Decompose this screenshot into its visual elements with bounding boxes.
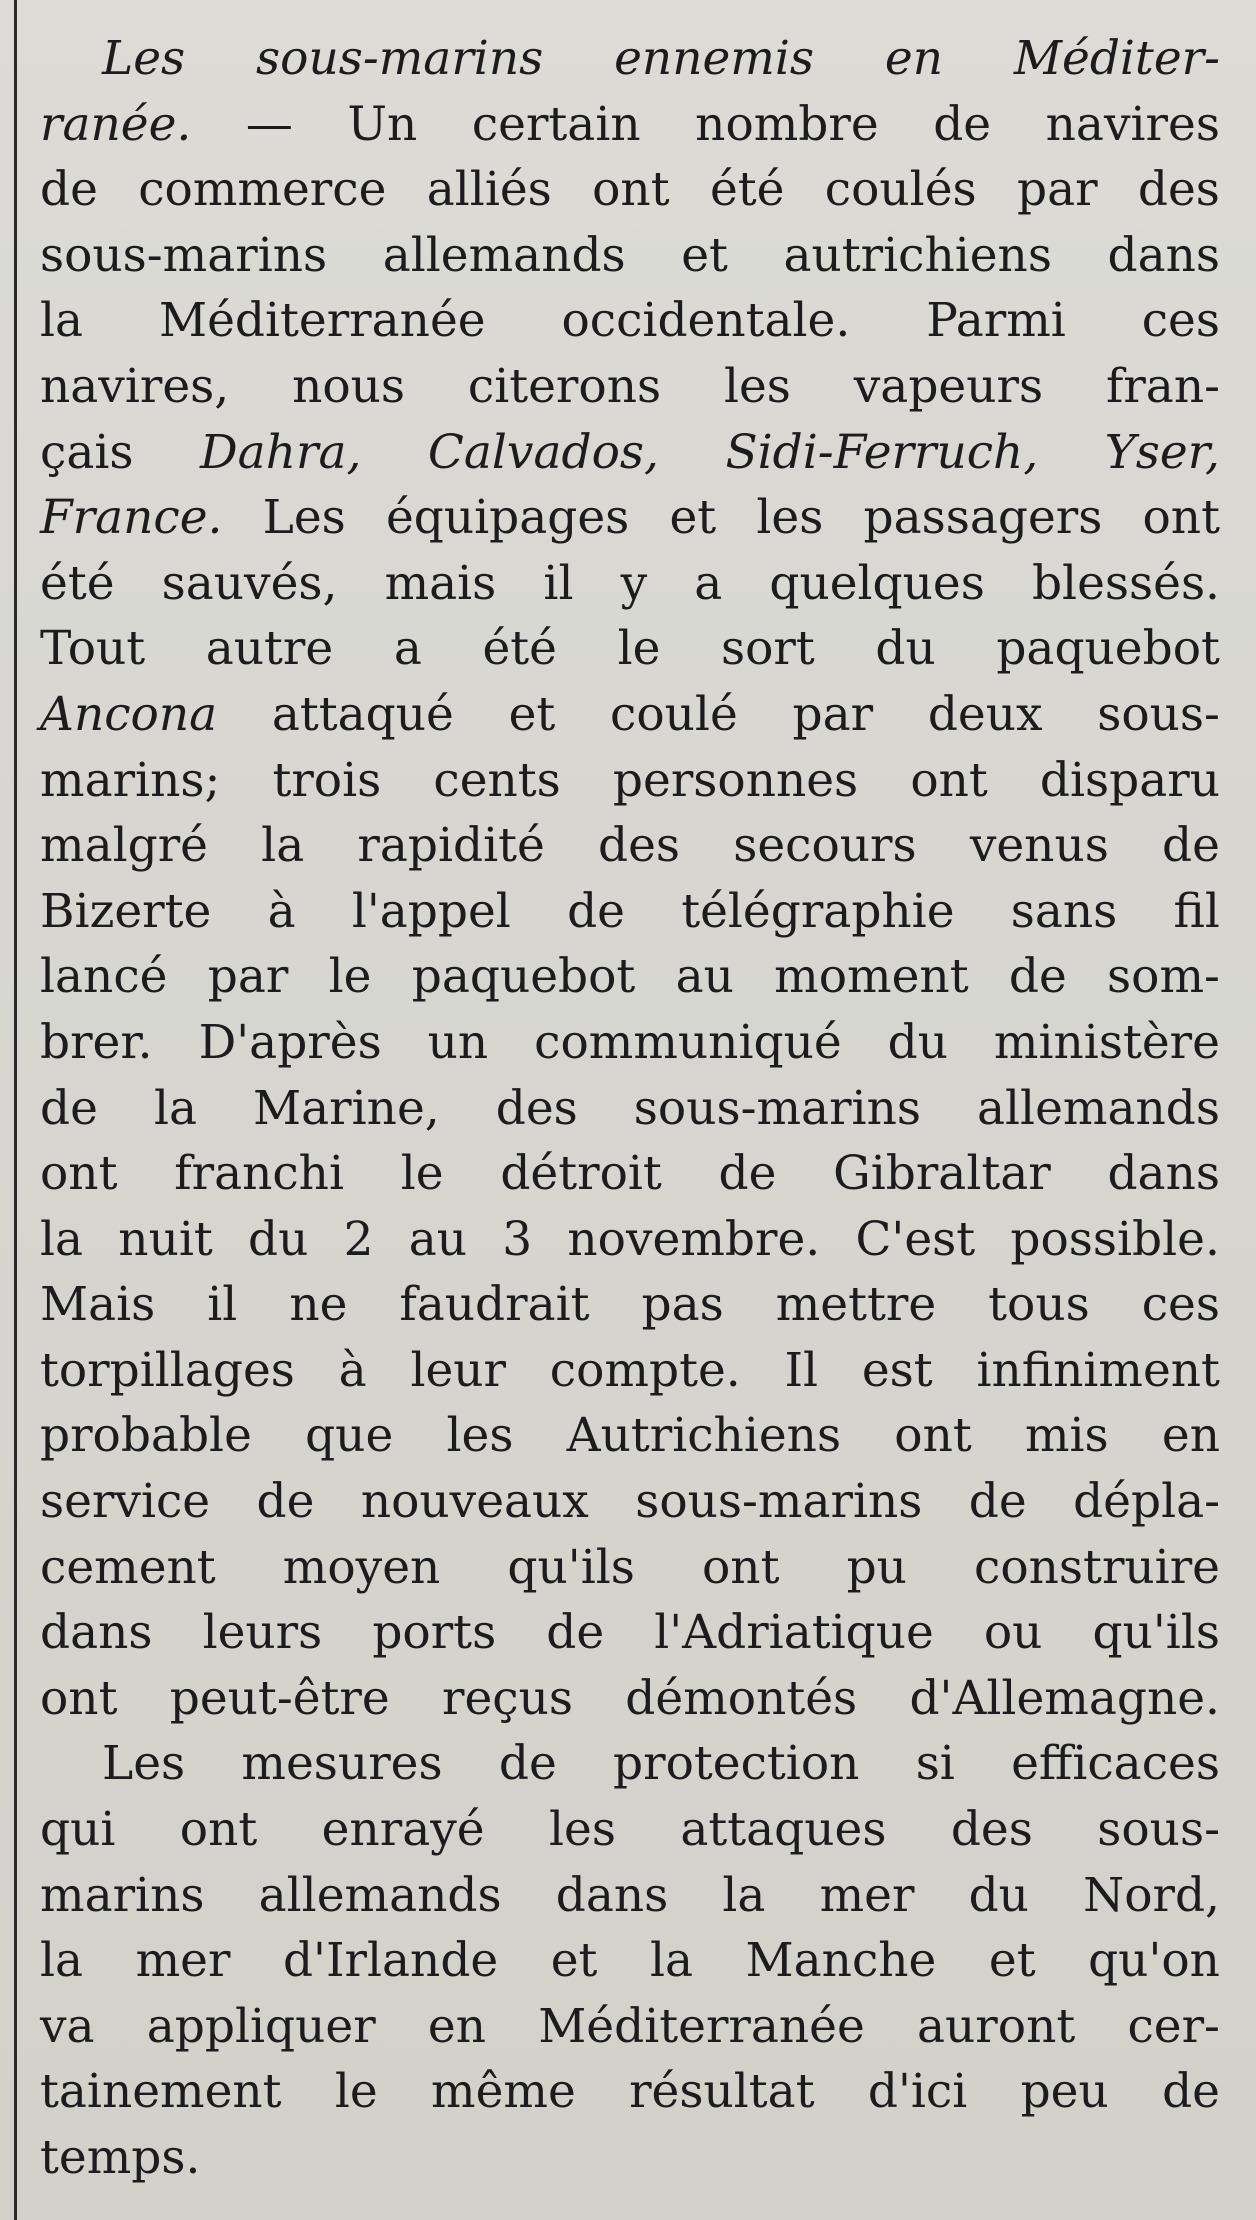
article-line [40, 1272, 1220, 1338]
article-word: des [950, 1802, 1033, 1858]
article-word: de [718, 1146, 777, 1202]
article-word: détroit [500, 1146, 662, 1202]
article-word: a [393, 621, 422, 677]
article-word: les [723, 358, 791, 414]
article-word: allemands [258, 1867, 502, 1923]
article-word: de [567, 883, 625, 939]
article-line [40, 354, 1220, 420]
article-word: des [1137, 162, 1220, 218]
article-word: pu [846, 1539, 907, 1595]
article-word: de [1008, 949, 1067, 1005]
article-line [40, 485, 1220, 551]
article-word: ne [289, 1277, 348, 1333]
article-line [40, 157, 1220, 223]
article-word: fil [1173, 883, 1220, 939]
article-word: que [305, 1408, 394, 1464]
article-line [40, 1600, 1220, 1666]
article-column [40, 26, 1220, 2191]
article-word: la [40, 1211, 84, 1267]
article-word: dans [1107, 1146, 1220, 1202]
article-word: l'appel [351, 883, 511, 939]
article-word: ranée. [40, 96, 192, 152]
article-word: télégraphie [681, 883, 955, 939]
article-word: de [40, 1080, 98, 1136]
article-word: la [649, 1933, 694, 1989]
article-word: service [40, 1474, 211, 1530]
article-word: navires [1045, 96, 1220, 152]
article-word: lancé [40, 949, 168, 1005]
article-word: sous-marins [633, 1080, 921, 1136]
article-word: et [550, 1933, 598, 1989]
article-word: qu'on [1088, 1933, 1220, 1989]
article-word: il [207, 1277, 238, 1333]
article-word: faudrait [399, 1277, 590, 1333]
article-word: dans [40, 1605, 153, 1661]
article-word: par [207, 949, 289, 1005]
article-word: Mais [40, 1277, 156, 1333]
article-word: tous [988, 1277, 1090, 1333]
article-word: si [915, 1736, 955, 1792]
article-word: la [261, 818, 305, 874]
article-word: auront [917, 1998, 1076, 2054]
article-line [40, 1338, 1220, 1404]
article-word: dans [555, 1867, 669, 1923]
article-word: malgré [40, 818, 208, 874]
article-word: Calvados, [427, 424, 659, 480]
article-line [40, 92, 1220, 158]
article-word: le [334, 2064, 378, 2120]
article-word: va [40, 1998, 95, 2054]
article-word: 3 [502, 1211, 533, 1267]
article-word: de [40, 162, 98, 218]
article-word: ont [40, 1670, 118, 1726]
article-word: par [792, 686, 874, 742]
article-word: sous- [1097, 686, 1220, 742]
article-word: les [756, 490, 824, 546]
article-word: même [431, 2064, 576, 2120]
article-word: paquebot [996, 621, 1220, 677]
article-word: démontés [625, 1670, 858, 1726]
article-word: quelques [769, 555, 985, 611]
article-line [40, 813, 1220, 879]
article-line [40, 1863, 1220, 1929]
article-word: d'Irlande [282, 1933, 499, 1989]
article-line [40, 1076, 1220, 1142]
article-line [40, 1141, 1220, 1207]
article-word: possible. [1010, 1211, 1220, 1267]
article-word: mettre [775, 1277, 937, 1333]
article-line [40, 551, 1220, 617]
article-word: sous-marins [40, 227, 328, 283]
article-word: le [328, 949, 372, 1005]
article-word: ont [179, 1802, 258, 1858]
article-word: navires, [40, 358, 230, 414]
article-word: de [256, 1474, 315, 1530]
article-word: a [694, 555, 723, 611]
article-word: D'après [198, 1014, 382, 1070]
article-word: coulé [610, 686, 738, 742]
article-word: construire [974, 1539, 1220, 1595]
article-line [40, 2125, 1220, 2191]
article-word: Méditerranée [538, 1998, 865, 2054]
article-line [40, 1207, 1220, 1273]
article-word: personnes [612, 752, 859, 808]
article-line [40, 1928, 1220, 1994]
article-word: temps. [40, 2130, 201, 2185]
article-line [40, 1797, 1220, 1863]
article-word: de [968, 1474, 1027, 1530]
article-word: probable [40, 1408, 252, 1464]
article-word: ont [894, 1408, 972, 1464]
article-word: été [709, 162, 785, 218]
article-word: sous- [1097, 1802, 1220, 1858]
article-word: cents [433, 752, 561, 808]
article-word: citerons [467, 358, 662, 414]
article-word: 2 [343, 1211, 374, 1267]
article-word: brer. [40, 1014, 153, 1070]
article-word: Autrichiens [566, 1408, 842, 1464]
article-word: de [546, 1605, 605, 1661]
article-word: Gibraltar [833, 1146, 1051, 1202]
article-word: trois [272, 752, 382, 808]
article-word: de [1162, 2064, 1220, 2120]
article-word: ont [910, 752, 988, 808]
article-word: cer- [1127, 1998, 1220, 2054]
article-line [40, 616, 1220, 682]
article-word: est [861, 1342, 933, 1398]
article-word: attaques [680, 1802, 887, 1858]
article-title-word: en [884, 31, 943, 86]
article-word: qui [40, 1802, 116, 1858]
article-line [40, 748, 1220, 814]
article-word: de [933, 96, 992, 152]
article-word: deux [927, 686, 1043, 742]
article-word: marins [40, 1867, 205, 1923]
article-word: venus [969, 818, 1109, 874]
article-line [40, 2059, 1220, 2125]
article-word: peu [1020, 2064, 1109, 2120]
article-word: ont [1142, 490, 1220, 546]
article-word: nouveaux [360, 1474, 589, 1530]
article-word: en [427, 1998, 486, 2054]
article-word: équipages [385, 490, 630, 546]
article-line [40, 1731, 1220, 1797]
article-word: et [669, 490, 717, 546]
article-line [40, 1666, 1220, 1732]
article-word: et [988, 1933, 1036, 1989]
article-word: Il [784, 1342, 819, 1398]
article-word: novembre. [567, 1211, 821, 1267]
article-word: nuit [118, 1211, 213, 1267]
article-line [40, 1535, 1220, 1601]
article-title-word: Méditer- [1013, 31, 1220, 86]
article-word: torpillages [40, 1342, 295, 1398]
column-rule [14, 0, 17, 2220]
article-word: en [1161, 1408, 1220, 1464]
article-title-word: sous-marins [256, 31, 544, 86]
article-word: som- [1107, 949, 1220, 1005]
article-line [40, 1994, 1220, 2060]
article-word: au [408, 1211, 468, 1267]
article-word: dans [1107, 227, 1220, 283]
article-word: sort [721, 621, 815, 677]
article-word: Ancona [40, 686, 218, 742]
article-word: sans [1010, 883, 1118, 939]
article-word: à [267, 883, 296, 939]
article-word: Yser, [1104, 424, 1220, 480]
article-line [40, 879, 1220, 945]
article-word: moment [774, 949, 969, 1005]
article-word: sous-marins [635, 1474, 923, 1530]
article-word: ces [1141, 1277, 1220, 1333]
article-word: l'Adriatique [654, 1605, 934, 1661]
article-word: d'ici [867, 2064, 968, 2120]
article-word: ont [592, 162, 670, 218]
article-word: autrichiens [783, 227, 1052, 283]
article-word: Nord, [1083, 1867, 1220, 1923]
article-word: peut-être [169, 1670, 390, 1726]
article-word: mesures [241, 1736, 443, 1792]
article-word: résultat [629, 2064, 815, 2120]
article-title-line [40, 26, 1220, 92]
article-word: efficaces [1011, 1736, 1220, 1792]
article-word: certain [471, 96, 641, 152]
article-word: ministère [993, 1014, 1220, 1070]
article-word: reçus [442, 1670, 573, 1726]
article-word: Les [262, 490, 346, 546]
article-word: tainement [40, 2064, 282, 2120]
article-word: la [40, 1933, 84, 1989]
article-word: vapeurs [853, 358, 1044, 414]
article-word: Parmi [926, 293, 1066, 349]
article-word: de [498, 1736, 557, 1792]
article-word: du [968, 1867, 1029, 1923]
article-line [40, 420, 1220, 486]
article-word: coulés [824, 162, 977, 218]
article-word: alliés [426, 162, 552, 218]
article-word: commerce [138, 162, 387, 218]
article-word: communiqué [534, 1014, 842, 1070]
article-word: ou [983, 1605, 1043, 1661]
article-word: été [40, 555, 115, 611]
article-word: autre [205, 621, 334, 677]
article-line [40, 288, 1220, 354]
article-word: — [245, 96, 293, 152]
article-word: leurs [202, 1605, 323, 1661]
article-word: moyen [282, 1539, 441, 1595]
article-line [40, 944, 1220, 1010]
article-line [40, 1403, 1220, 1469]
article-word: protection [613, 1736, 860, 1792]
article-word: du [887, 1014, 948, 1070]
article-word: du [248, 1211, 309, 1267]
article-word: çais [40, 424, 134, 480]
article-word: et [681, 227, 728, 283]
article-word: ont [40, 1146, 118, 1202]
article-word: y [620, 555, 648, 611]
article-word: allemands [977, 1080, 1220, 1136]
article-word: à [338, 1342, 367, 1398]
article-word: de [1162, 818, 1220, 874]
article-word: blessés. [1031, 555, 1220, 611]
article-word: Un [347, 96, 418, 152]
article-title-word: ennemis [614, 31, 814, 86]
article-word: C'est [855, 1211, 976, 1267]
article-word: marins; [40, 752, 221, 808]
article-word: allemands [382, 227, 626, 283]
article-word: été [482, 621, 557, 677]
article-word: la [40, 293, 84, 349]
article-word: pas [641, 1277, 724, 1333]
article-word: passagers [863, 490, 1103, 546]
article-word: qu'ils [507, 1539, 635, 1595]
article-title-word: Les [102, 31, 186, 86]
article-word: compte. [549, 1342, 741, 1398]
article-word: attaqué [271, 686, 454, 742]
article-word: rapidité [357, 818, 545, 874]
article-word: il [543, 555, 574, 611]
article-word: nombre [695, 96, 879, 152]
article-word: les [446, 1408, 514, 1464]
article-word: occidentale. [561, 293, 851, 349]
article-word: d'Allemagne. [909, 1670, 1220, 1726]
article-word: paquebot [411, 949, 636, 1005]
article-word: cement [40, 1539, 216, 1595]
article-word: mer [819, 1867, 915, 1923]
article-word: nous [292, 358, 406, 414]
article-word: le [400, 1146, 444, 1202]
article-word: le [617, 621, 661, 677]
article-word: disparu [1039, 752, 1220, 808]
article-word: Tout [40, 621, 146, 677]
article-word: Les [102, 1736, 186, 1792]
article-word: sauvés, [161, 555, 338, 611]
article-word: du [875, 621, 936, 677]
article-word: mais [384, 555, 497, 611]
article-word: appliquer [146, 1998, 376, 2054]
article-word: leur [410, 1342, 507, 1398]
article-word: franchi [174, 1146, 344, 1202]
article-word: mer [135, 1933, 231, 1989]
article-word: un [427, 1014, 489, 1070]
article-word: Bizerte [40, 883, 212, 939]
article-word: et [508, 686, 556, 742]
article-word: ports [372, 1605, 497, 1661]
article-word: la [153, 1080, 197, 1136]
article-word: dépla- [1073, 1474, 1220, 1530]
article-line [40, 223, 1220, 289]
article-word: qu'ils [1092, 1605, 1220, 1661]
article-word: mis [1024, 1408, 1109, 1464]
article-word: Sidi-Ferruch, [725, 424, 1039, 480]
article-word: infiniment [976, 1342, 1220, 1398]
article-word: au [675, 949, 734, 1005]
article-word: des [495, 1080, 578, 1136]
article-word: les [548, 1802, 616, 1858]
article-word: ont [702, 1539, 780, 1595]
article-word: Dahra, [200, 424, 362, 480]
article-word: France. [40, 490, 223, 546]
article-word: ces [1141, 293, 1220, 349]
article-word: la [722, 1867, 766, 1923]
article-word: enrayé [321, 1802, 485, 1858]
article-line [40, 1469, 1220, 1535]
article-word: des [598, 818, 681, 874]
article-line [40, 1010, 1220, 1076]
article-word: Manche [745, 1933, 937, 1989]
article-word: par [1016, 162, 1098, 218]
article-word: Méditerranée [158, 293, 486, 349]
article-line [40, 682, 1220, 748]
article-word: secours [733, 818, 917, 874]
article-word: Marine, [253, 1080, 440, 1136]
article-word: fran- [1105, 358, 1220, 414]
